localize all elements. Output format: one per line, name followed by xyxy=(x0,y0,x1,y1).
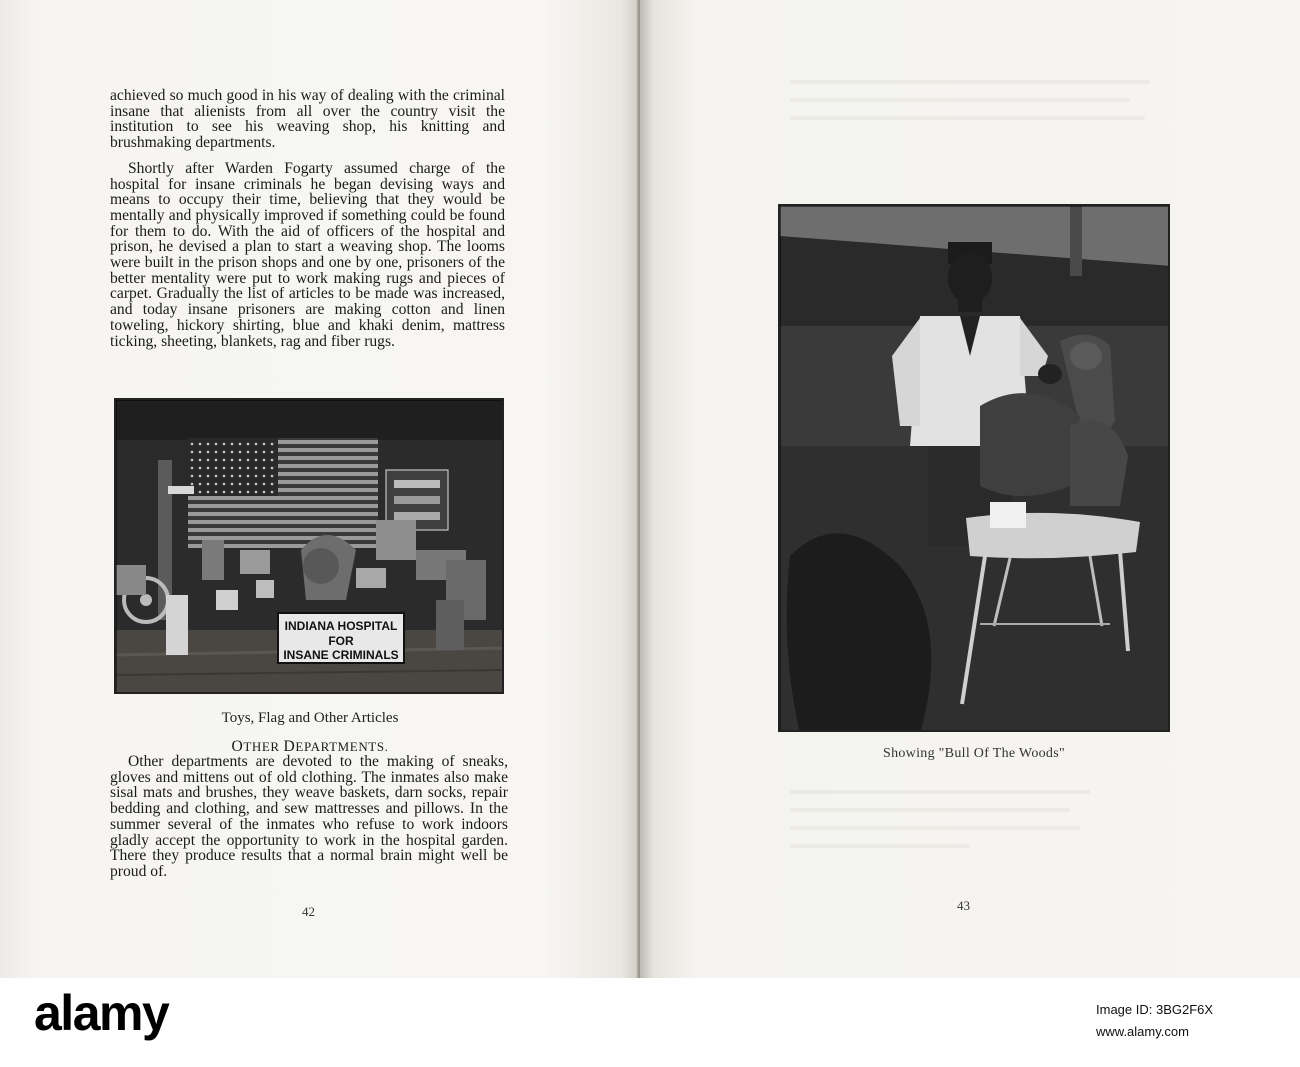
sign-line-2: FOR xyxy=(328,634,354,648)
bleed-through xyxy=(790,790,1090,794)
heading-part: THER xyxy=(243,739,284,754)
stock-url-text: www.alamy.com xyxy=(1096,1024,1189,1039)
bleed-through xyxy=(790,844,970,848)
bleed-through xyxy=(790,80,1150,84)
sign-line-1: INDIANA HOSPITAL xyxy=(284,619,398,633)
alamy-logo: alamy xyxy=(34,985,169,1041)
page-number: 42 xyxy=(302,904,315,919)
photo-caption: Showing "Bull Of The Woods" xyxy=(882,746,1065,761)
left-page xyxy=(0,0,640,978)
exhibit-photo xyxy=(114,398,504,694)
bleed-through xyxy=(790,98,1130,102)
watermark-banner xyxy=(0,978,1300,1067)
image-id-text: Image ID: 3BG2F6X xyxy=(1096,1002,1214,1017)
heading-initial: O xyxy=(231,738,244,755)
bleed-through xyxy=(790,826,1080,830)
photo-caption: Toys, Flag and Other Articles xyxy=(221,710,399,726)
page-number: 43 xyxy=(957,898,970,913)
sign-line-3: INSANE CRIMINALS xyxy=(283,648,399,662)
left-page-text-top xyxy=(110,88,505,349)
heading-part: EPARTMENTS. xyxy=(295,739,389,754)
left-page-text-bottom xyxy=(110,754,508,880)
bleed-through xyxy=(790,808,1070,812)
heading-initial: D xyxy=(283,738,296,755)
man-with-bull-photo xyxy=(778,204,1170,732)
paragraph: achieved so much good in his way of dealing with the criminal insane that alienists from all over the country visit the institution to see his weaving shop, his knitting and brushmaking departments. xyxy=(110,87,505,152)
paragraph: Other departments are devoted to the making of sneaks, gloves and mittens out of old clothing. The inmates also make sisal mats and brushes, they weave baskets, darn socks, repair bedding and clothing, and sew mattresses and pillows. In the summer several of the inmates who refuse to work indoors gladly accept the opportunity to work in the hospital garden. There they produce results that a normal brain might well be proud of. xyxy=(110,753,508,880)
paragraph: Shortly after Warden Fogarty assumed charge of the hospital for insane criminals he began devising ways and means to occupy their time, believing that they would be mentally and physically improved if something could be found for them to do. With the aid of officers of the hospital and prison, he devised a plan to start a weaving shop. The looms were built in the prison shops and one by one, prisoners of the better mentality were put to work making rugs and pieces of carpet. Gradually the list of articles to be made was increased, and today insane prisoners are making cotton and linen toweling, hickory shirting, blue and khaki denim, mattress ticking, sheeting, blankets, rag and fiber rugs. xyxy=(110,159,505,350)
bleed-through xyxy=(790,116,1145,120)
